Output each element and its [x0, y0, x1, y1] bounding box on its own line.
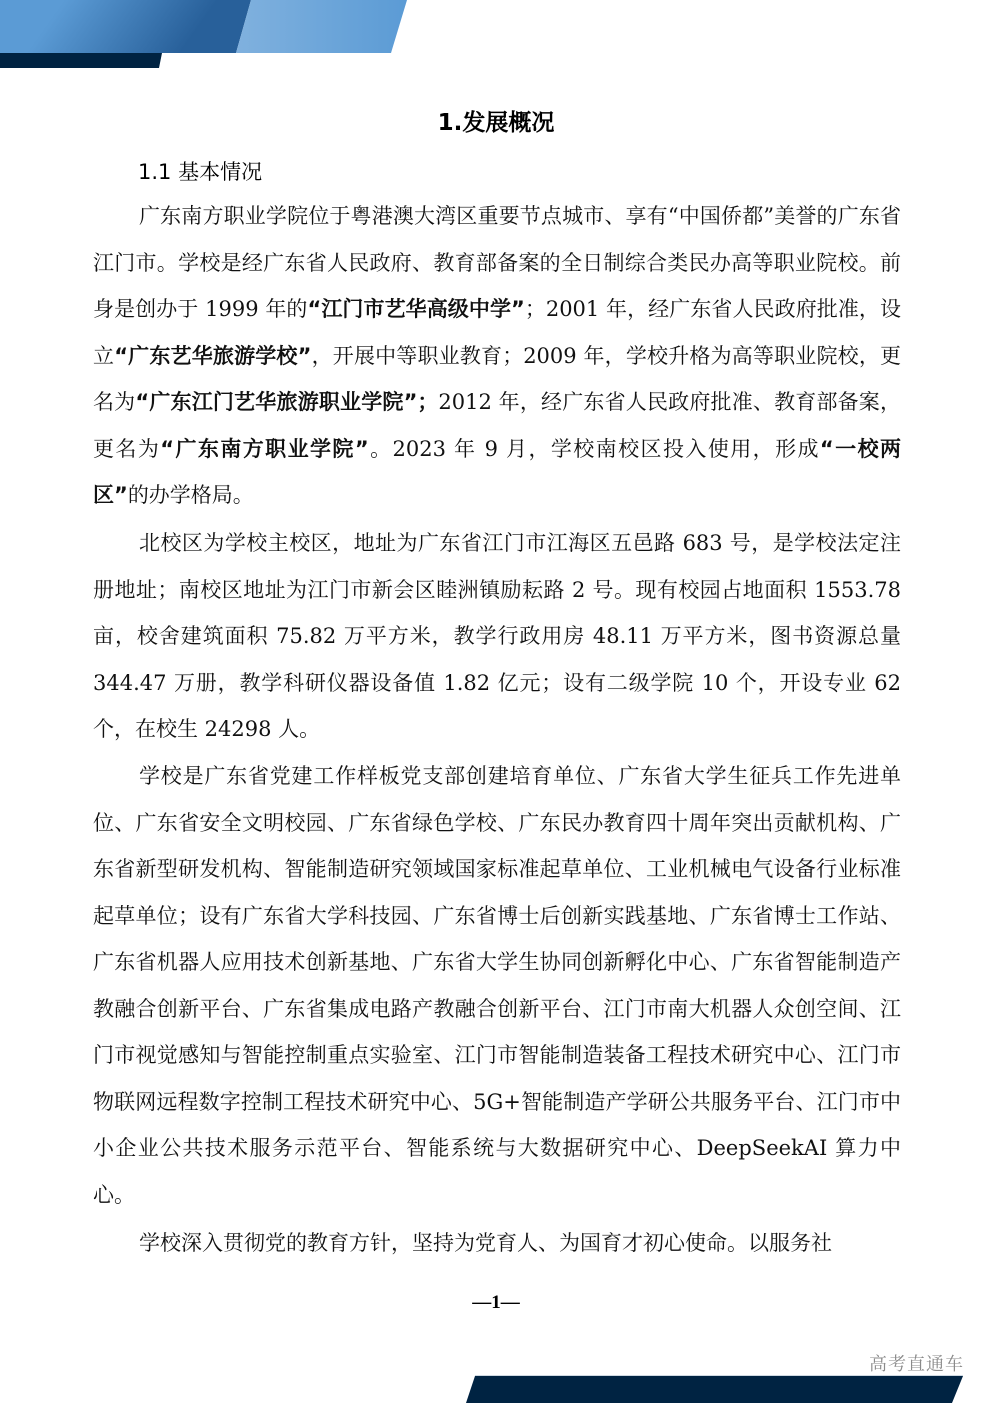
paragraph-honors	[93, 753, 901, 1218]
text-segment: 的办学格局。	[127, 483, 254, 507]
header-banner	[0, 0, 992, 80]
paragraph-history	[93, 193, 901, 519]
section-heading: 1.1 基本情况	[138, 160, 263, 184]
text-segment: ，开展中等职业教育；2009 年，学校升格为高等职业院校，更名为	[93, 343, 901, 414]
watermark: 高考直通车	[869, 1354, 964, 1375]
footer-navy-band	[466, 1376, 963, 1403]
footer-bar	[0, 1370, 992, 1403]
bold-name-segment: “江门市艺华高级中学”	[307, 297, 525, 321]
page-title: 1.发展概况	[437, 110, 555, 136]
text-segment: 2012 年，经广东省人民政府批准、教育部备案，更名为	[93, 390, 901, 461]
text-segment: ；2001 年，经广东省人民政府批准，设立	[93, 297, 901, 368]
text-segment: 北校区为学校主校区，地址为广东省江门市江海区五邑路 683 号，是学校法定注册地址；南校区地址为江门市新会区睦洲镇励耘路 2 号。现有校园占地面积 1553.78 亩，校舍建筑面积 75.82 万平方米，教学行政用房 48.11 万平方米，图书资源总量 344.47 万册，教学科研仪器设备值 1.82 亿元；设有二级学院 10 个，开设专业 62 个，在校生 24298 人。	[93, 531, 901, 741]
text-segment: 。2023 年 9 月，学校南校区投入使用，形成	[368, 436, 820, 461]
bold-name-segment: “广东南方职业学院”	[160, 436, 369, 461]
banner-navy-strip	[0, 53, 162, 68]
banner-light-band	[236, 0, 407, 53]
text-segment: 广东南方职业学院位于粤港澳大湾区重要节点城市、享有“中国侨都”美誉的广东省江门市。学校是经广东省人民政府、教育部备案的全日制综合类民办高等职业院校。前身是创办于 1999 年的	[93, 204, 901, 321]
paragraph-campus	[93, 520, 901, 753]
paragraph-mission	[93, 1220, 901, 1267]
bold-name-segment: “广东江门艺华旅游职业学院”；	[135, 390, 439, 414]
bold-name-segment: “一校两区”	[93, 436, 901, 507]
page-number: —1—	[472, 1292, 520, 1313]
bold-name-segment: “广东艺华旅游学校”	[114, 343, 312, 368]
text-segment: 学校深入贯彻党的教育方针，坚持为党育人、为国育才初心使命。以服务社	[139, 1231, 832, 1255]
text-segment: 学校是广东省党建工作样板党支部创建培育单位、广东省大学生征兵工作先进单位、广东省安全文明校园、广东省绿色学校、广东民办教育四十周年突出贡献机构、广东省新型研发机构、智能制造研究领域国家标准起草单位、工业机械电气设备行业标准起草单位；设有广东省大学科技园、广东省博士后创新实践基地、广东省博士工作站、广东省机器人应用技术创新基地、广东省大学生协同创新孵化中心、广东省智能制造产教融合创新平台、广东省集成电路产教融合创新平台、江门市南大机器人众创空间、江门市视觉感知与智能控制重点实验室、江门市智能制造装备工程技术研究中心、江门市物联网远程数字控制工程技术研究中心、5G+智能制造产学研公共服务平台、江门市中小企业公共技术服务示范平台、智能系统与大数据研究中心、DeepSeekAI 算力中心。	[93, 764, 901, 1207]
